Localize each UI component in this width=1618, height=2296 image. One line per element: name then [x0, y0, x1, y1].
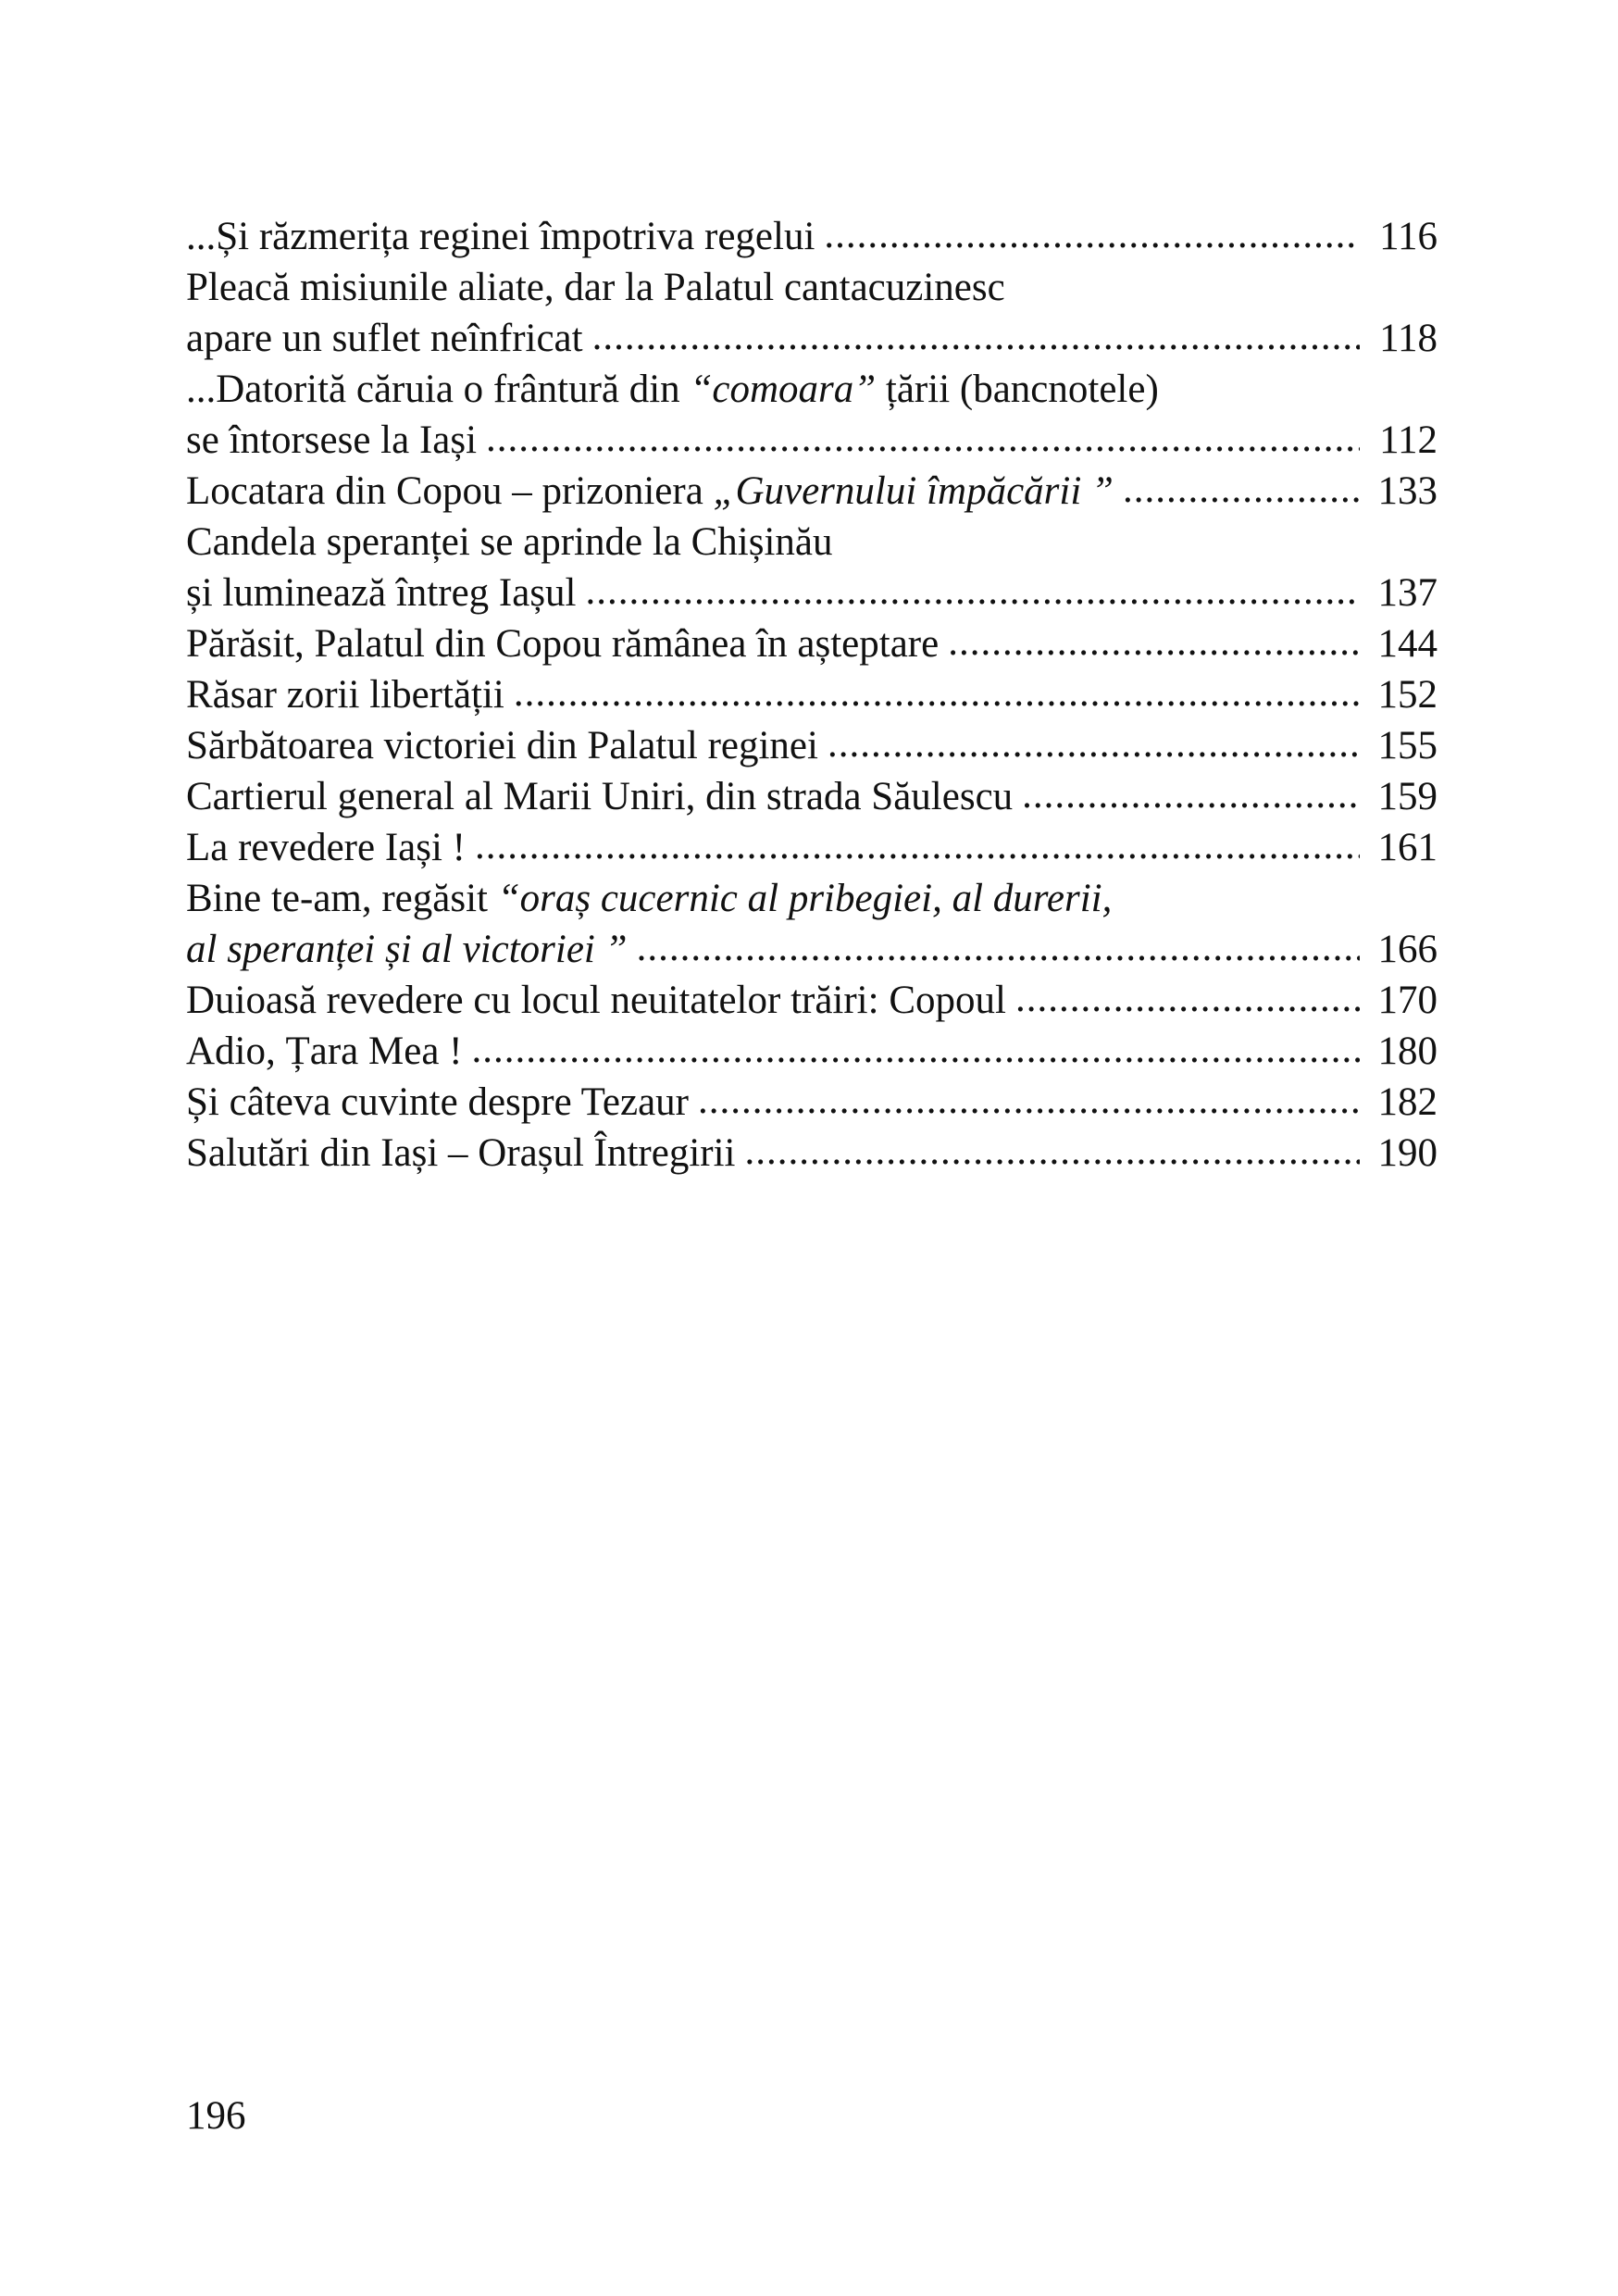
toc-entry-title — [186, 262, 1005, 313]
toc-entry-title-segment: ...Datorită căruia o frântură din — [186, 368, 691, 411]
toc-entry-page: 133 — [1377, 469, 1438, 513]
toc-entry-title — [186, 1077, 689, 1128]
toc-entry — [186, 466, 1438, 517]
toc-entry-title — [186, 568, 577, 618]
dot-leader — [1123, 464, 1360, 515]
toc-entry-line — [186, 568, 1438, 618]
toc-entry-line — [186, 364, 1438, 415]
toc-entry-line — [186, 1128, 1438, 1179]
toc-entry — [186, 517, 1438, 618]
dot-leader — [828, 718, 1360, 769]
toc-entry-page: 161 — [1377, 826, 1438, 869]
toc-entry-page: 166 — [1377, 928, 1438, 971]
toc-entry-line — [186, 517, 1438, 568]
toc-entry-title — [186, 822, 466, 873]
toc-entry-page: 116 — [1379, 215, 1438, 258]
toc-entry-line — [186, 466, 1438, 517]
toc-entry-title-italic: “comoara” — [690, 368, 877, 411]
table-of-contents — [186, 211, 1438, 1179]
toc-entry-title-segment: Duioasă revedere cu locul neuitatelor trăiri: Copoul — [186, 979, 1006, 1022]
toc-entry-page: 159 — [1377, 775, 1438, 818]
toc-entry — [186, 873, 1438, 975]
dot-leader — [1022, 769, 1360, 820]
toc-entry-line — [186, 720, 1438, 771]
toc-entry-page: 137 — [1377, 571, 1438, 615]
toc-entry-title-segment: și luminează întreg Iașul — [186, 571, 577, 615]
toc-entry-page: 155 — [1377, 724, 1438, 767]
toc-entry-line — [186, 669, 1438, 720]
toc-entry-line — [186, 415, 1438, 466]
dot-leader — [698, 1075, 1360, 1126]
toc-entry-title-italic: “oraș cucernic al pribegiei, al durerii, — [497, 877, 1113, 920]
toc-entry-line — [186, 618, 1438, 669]
toc-entry-title — [186, 466, 1114, 517]
toc-entry-title — [186, 313, 583, 364]
toc-entry-line — [186, 975, 1438, 1026]
toc-entry-title — [186, 873, 1112, 924]
toc-entry-title — [186, 415, 477, 466]
toc-entry-page: 182 — [1377, 1080, 1438, 1124]
toc-entry-title-segment: se întorsese la Iași — [186, 418, 478, 462]
toc-entry-line — [186, 211, 1438, 262]
toc-entry-title-segment: Cartierul general al Marii Uniri, din strada Săulescu — [186, 775, 1014, 818]
toc-entry-title-segment: Salutări din Iași – Orașul Întregirii — [186, 1131, 736, 1175]
toc-entry-title — [186, 517, 833, 568]
toc-entry-title — [186, 669, 504, 720]
toc-entry-page: 112 — [1379, 418, 1438, 462]
toc-entry-title-segment: Pleacă misiunile aliate, dar la Palatul cantacuzinesc — [186, 266, 1005, 309]
dot-leader — [475, 820, 1360, 871]
toc-entry — [186, 618, 1438, 669]
toc-entry-title-segment: Părăsit, Palatul din Copou rămânea în așteptare — [186, 622, 940, 666]
dot-leader — [592, 311, 1360, 362]
toc-entry — [186, 975, 1438, 1026]
toc-entry-title — [186, 618, 939, 669]
toc-entry-line — [186, 771, 1438, 822]
toc-entry-title-segment: țării (bancnotele) — [876, 368, 1159, 411]
toc-entry-title — [186, 975, 1006, 1026]
toc-entry-line — [186, 924, 1438, 975]
toc-entry-page: 170 — [1377, 979, 1438, 1022]
dot-leader — [948, 617, 1360, 668]
toc-entry-title-segment: Adio, Țara Mea ! — [186, 1029, 463, 1073]
toc-entry-line — [186, 313, 1438, 364]
toc-entry-line — [186, 873, 1438, 924]
toc-entry-page: 190 — [1377, 1131, 1438, 1175]
toc-entry-title-italic: al speranței și al victoriei ” — [186, 928, 628, 971]
toc-entry — [186, 720, 1438, 771]
dot-leader — [514, 668, 1360, 718]
dot-leader — [824, 209, 1360, 260]
toc-entry — [186, 1077, 1438, 1128]
toc-entry — [186, 262, 1438, 364]
toc-entry — [186, 211, 1438, 262]
toc-entry — [186, 1128, 1438, 1179]
toc-entry — [186, 771, 1438, 822]
toc-entry — [186, 1026, 1438, 1077]
toc-entry-title-segment: La revedere Iași ! — [186, 826, 466, 869]
toc-entry-title-segment: Candela speranței se aprinde la Chișinău — [186, 520, 833, 564]
toc-entry-line — [186, 822, 1438, 873]
toc-entry-page: 118 — [1379, 317, 1438, 360]
toc-entry-title-segment: Locatara din Copou – prizoniera — [186, 469, 714, 513]
dot-leader — [586, 566, 1361, 617]
page-number: 196 — [186, 2094, 246, 2138]
toc-entry — [186, 822, 1438, 873]
toc-entry-title-segment: Răsar zorii libertății — [186, 673, 504, 717]
toc-entry-page: 144 — [1377, 622, 1438, 666]
toc-entry-title-segment: apare un suflet neînfricat — [186, 317, 583, 360]
toc-entry-line — [186, 1077, 1438, 1128]
toc-entry-title-segment: Sărbătoarea victoriei din Palatul reginei — [186, 724, 818, 767]
toc-entry-line — [186, 262, 1438, 313]
dot-leader — [745, 1126, 1361, 1177]
toc-entry — [186, 669, 1438, 720]
dot-leader — [637, 922, 1360, 973]
toc-entry — [186, 364, 1438, 466]
dot-leader — [486, 413, 1360, 464]
toc-entry-title — [186, 211, 815, 262]
toc-entry-title-segment: Bine te-am, regăsit — [186, 877, 498, 920]
toc-entry-line — [186, 1026, 1438, 1077]
toc-entry-title-segment: Și câteva cuvinte despre Tezaur — [186, 1080, 690, 1124]
toc-entry-title — [186, 924, 628, 975]
toc-entry-title — [186, 1128, 736, 1179]
toc-entry-title-italic: „Guvernului împăcării ” — [713, 469, 1114, 513]
dot-leader — [1015, 973, 1360, 1024]
toc-entry-title-segment: ...Și răzmerița reginei împotriva regelui — [186, 215, 815, 258]
toc-entry-title — [186, 771, 1013, 822]
toc-entry-title — [186, 720, 818, 771]
toc-entry-page: 180 — [1377, 1029, 1438, 1073]
toc-entry-title — [186, 1026, 462, 1077]
toc-entry-title — [186, 364, 1159, 415]
toc-entry-page: 152 — [1377, 673, 1438, 717]
dot-leader — [471, 1024, 1360, 1075]
